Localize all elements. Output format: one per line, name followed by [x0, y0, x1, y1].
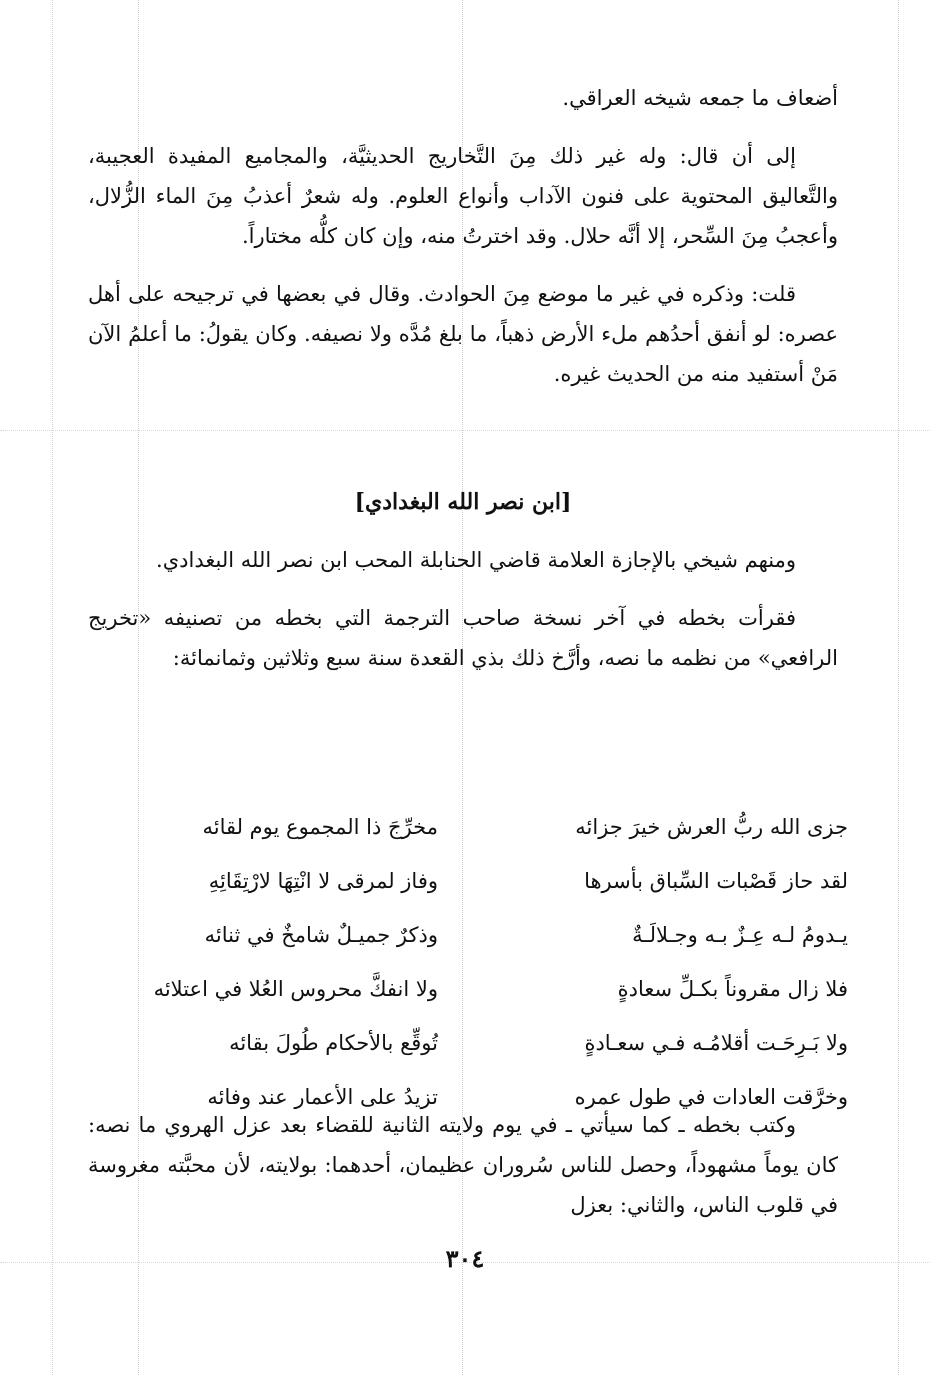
poem-first-hemistich: ولا بَـرِحَـت أقلامُـه فـي سعـادةٍ — [584, 1031, 848, 1055]
page-number: ٣٠٤ — [445, 1244, 485, 1273]
paragraph-quote: إلى أن قال: وله غير ذلك مِنَ التَّخاريج الحديثيَّة، والمجاميع المفيدة العجيبة، والتَّعاليق المحتوية على فنون الآداب وأنواع العلوم. وله شعرٌ أعذبُ مِنَ الماء الزُّلال، وأعجبُ مِنَ السِّحر، إلا أنَّه حلال. وقد اخترتُ منه، وإن كان كلُّه مختاراً. — [88, 144, 838, 248]
poem-verse — [88, 962, 848, 1016]
poem-first-hemistich: جزى الله ربُّ العرش خيرَ جزائه — [575, 815, 848, 839]
poem-second-hemistich: تُوقِّع بالأحكام طُولَ بقائه — [229, 1031, 438, 1055]
text-block-top — [88, 78, 838, 394]
poem-first-hemistich: فلا زال مقروناً بكـلِّ سعادةٍ — [617, 977, 848, 1001]
poem-second-hemistich: تزيدُ على الأعمار عند وفائه — [207, 1085, 438, 1109]
paragraph-continuation: أضعاف ما جمعه شيخه العراقي. — [562, 86, 838, 110]
poem-first-hemistich: وخرَّقت العادات في طول عمره — [574, 1085, 848, 1109]
scan-guide-line — [52, 0, 53, 1375]
scan-guide-line — [898, 0, 899, 1375]
poem — [88, 800, 848, 1124]
paragraph-reading: فقرأت بخطه في آخر نسخة صاحب الترجمة التي بخطه من تصنيفه «تخريج الرافعي» من نظمه ما نصه، وأرَّخ ذلك بذي القعدة سنة سبع وثلاثين وثمانمائة: — [88, 606, 838, 670]
poem-verse — [88, 800, 848, 854]
paragraph-intro: ومنهم شيخي بالإجازة العلامة قاضي الحنابلة المحب ابن نصر الله البغدادي. — [156, 548, 796, 572]
poem-verse — [88, 854, 848, 908]
section-heading: [ابن نصر الله البغدادي] — [354, 489, 572, 515]
paragraph-note: قلت: وذكره في غير ما موضع مِنَ الحوادث. وقال في بعضها في ترجيحه على أهل عصره: لو أنفق أحدُهم ملء الأرض ذهباً، ما بلغ مُدَّه ولا نصيفه. وكان يقولُ: ما أعلمُ الآن مَنْ أستفيد منه من الحديث غيره. — [88, 282, 838, 386]
poem-second-hemistich: وذكرٌ جميـلٌ شامخٌ في ثنائه — [204, 923, 438, 947]
paragraph-closing: وكتب بخطه ـ كما سيأتي ـ في يوم ولايته الثانية للقضاء بعد عزل الهروي ما نصه: كان يوماً مشهوداً، وحصل للناس سُروران عظيمان، أحدهما: بولايته، لأن محبَّته مغروسة في قلوب الناس، والثاني: بعزل — [88, 1113, 838, 1217]
poem-first-hemistich: لقد حاز قَصْبات السِّباق بأسرها — [584, 869, 848, 893]
poem-second-hemistich: مخرِّجَ ذا المجموع يوم لقائه — [202, 815, 438, 839]
poem-first-hemistich: يـدومُ لـه عِـزٌ بـه وجـلالَـةٌ — [632, 923, 848, 947]
text-block-middle — [88, 540, 838, 678]
poem-verse — [88, 1016, 848, 1070]
poem-second-hemistich: ولا انفكَّ محروس العُلا في اعتلائه — [153, 977, 438, 1001]
poem-verse — [88, 908, 848, 962]
scan-guide-line — [0, 430, 930, 431]
text-block-bottom — [88, 1105, 838, 1225]
poem-second-hemistich: وفاز لمرقى لا انْتِهَا لارْتِقَائِهِ — [208, 869, 438, 893]
